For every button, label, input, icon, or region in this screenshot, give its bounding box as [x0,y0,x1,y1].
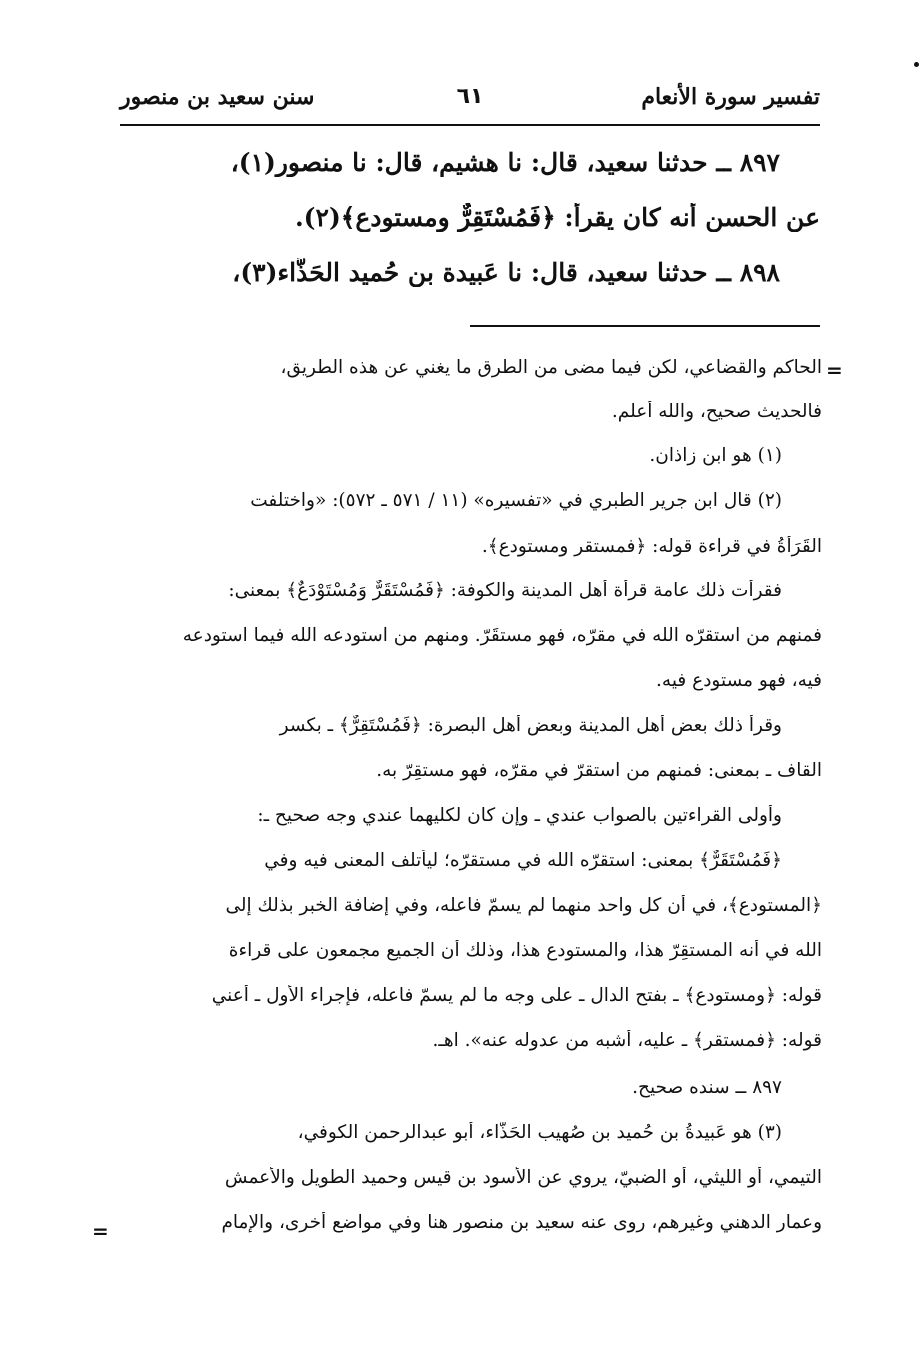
footnote-line: ﴿فَمُسْتَقَرٌّ﴾ بمعنى: استقرّه الله في مستقرّه؛ ليأتلف المعنى فيه وفي [264,850,782,871]
footnote-line: وأولى القراءتين بالصواب عندي ـ وإن كان لكليهما عندي وجه صحيح ـ: [257,805,782,826]
footnote-line: فقرأت ذلك عامة قرأة أهل المدينة والكوفة: ﴿فَمُسْتَقَرٌّ وَمُسْتَوْدَعٌ﴾ بمعنى: [228,580,782,601]
footnote-line: فمنهم من استقرّه الله في مقرّه، فهو مستقَرّ. ومنهم من استودعه الله فيما استودعه [182,625,822,646]
footnote-line: الله في أنه المستقِرّ هذا، والمستودع هذا، وذلك أن الجميع مجمعون على قراءة [228,940,822,961]
continuation-mark-start: = [826,358,843,382]
hadith-897-line-1: ٨٩٧ ــ حدثنا سعيد، قال: نا هشيم، قال: نا منصور(١)، [230,148,780,177]
footnote-2: (٢) قال ابن جرير الطبري في «تفسيره» (١١ / ٥٧١ ـ ٥٧٢): «واختلفت [250,490,782,511]
hadith-897-line-2: عن الحسن أنه كان يقرأ: ﴿فَمُسْتَقِرٌّ ومستودع﴾(٢). [294,203,820,232]
page-number: ٦١ [456,84,484,109]
footnote-line: القَرَأَةُ في قراءة قوله: ﴿فمستقر ومستودع﴾. [481,536,822,557]
grading-897: ٨٩٧ ــ سنده صحيح. [632,1077,782,1098]
header-book-title: سنن سعيد بن منصور [120,84,315,110]
footnote-line: قوله: ﴿فمستقر﴾ ـ عليه، أشبه من عدوله عنه». اهـ. [432,1030,822,1051]
footnote-line: فالحديث صحيح، والله أعلم. [611,401,822,422]
footnote-line: وقرأ ذلك بعض أهل المدينة وبعض أهل البصرة: ﴿فَمُسْتَقِرٌّ﴾ ـ بكسر [279,715,782,736]
footnote-line: قوله: ﴿ومستودع﴾ ـ بفتح الدال ـ على وجه ما لم يسمّ فاعله، فإجراء الأول ـ أعني [211,985,822,1006]
footnote-line: التيمي، أو الليثي، أو الضبيّ، يروي عن الأسود بن قيس وحميد الطويل والأعمش [224,1167,822,1188]
footnote-1: (١) هو ابن زاذان. [649,445,782,466]
footnote-line: الحاكم والقضاعي، لكن فيما مضى من الطرق ما يغني عن هذه الطريق، [280,357,822,378]
footnote-line: فيه، فهو مستودع فيه. [656,670,822,691]
hadith-898-line-1: ٨٩٨ ــ حدثنا سعيد، قال: نا عَبيدة بن حُميد الحَذَّاء(٣)، [232,258,780,287]
footnote-line: ﴿المستودع﴾، في أن كل واحد منهما لم يسمّ فاعله، وفي إضافة الخبر بذلك إلى [225,895,822,916]
footnote-3: (٣) هو عَبيدةُ بن حُميد بن صُهيب الحَذَّاء، أبو عبدالرحمن الكوفي، [297,1122,782,1143]
continuation-mark-end: = [92,1219,109,1243]
footnote-line: وعمار الدهني وغيرهم، روى عنه سعيد بن منصور هنا وفي مواضع أخرى، والإمام [221,1212,822,1233]
header-chapter-title: تفسير سورة الأنعام [641,84,820,110]
footnote-line: القاف ـ بمعنى: فمنهم من استقرّ في مقرّه، فهو مستقِرّ به. [376,760,822,781]
footnotes [110,0,822,1361]
scan-speck [914,62,919,67]
